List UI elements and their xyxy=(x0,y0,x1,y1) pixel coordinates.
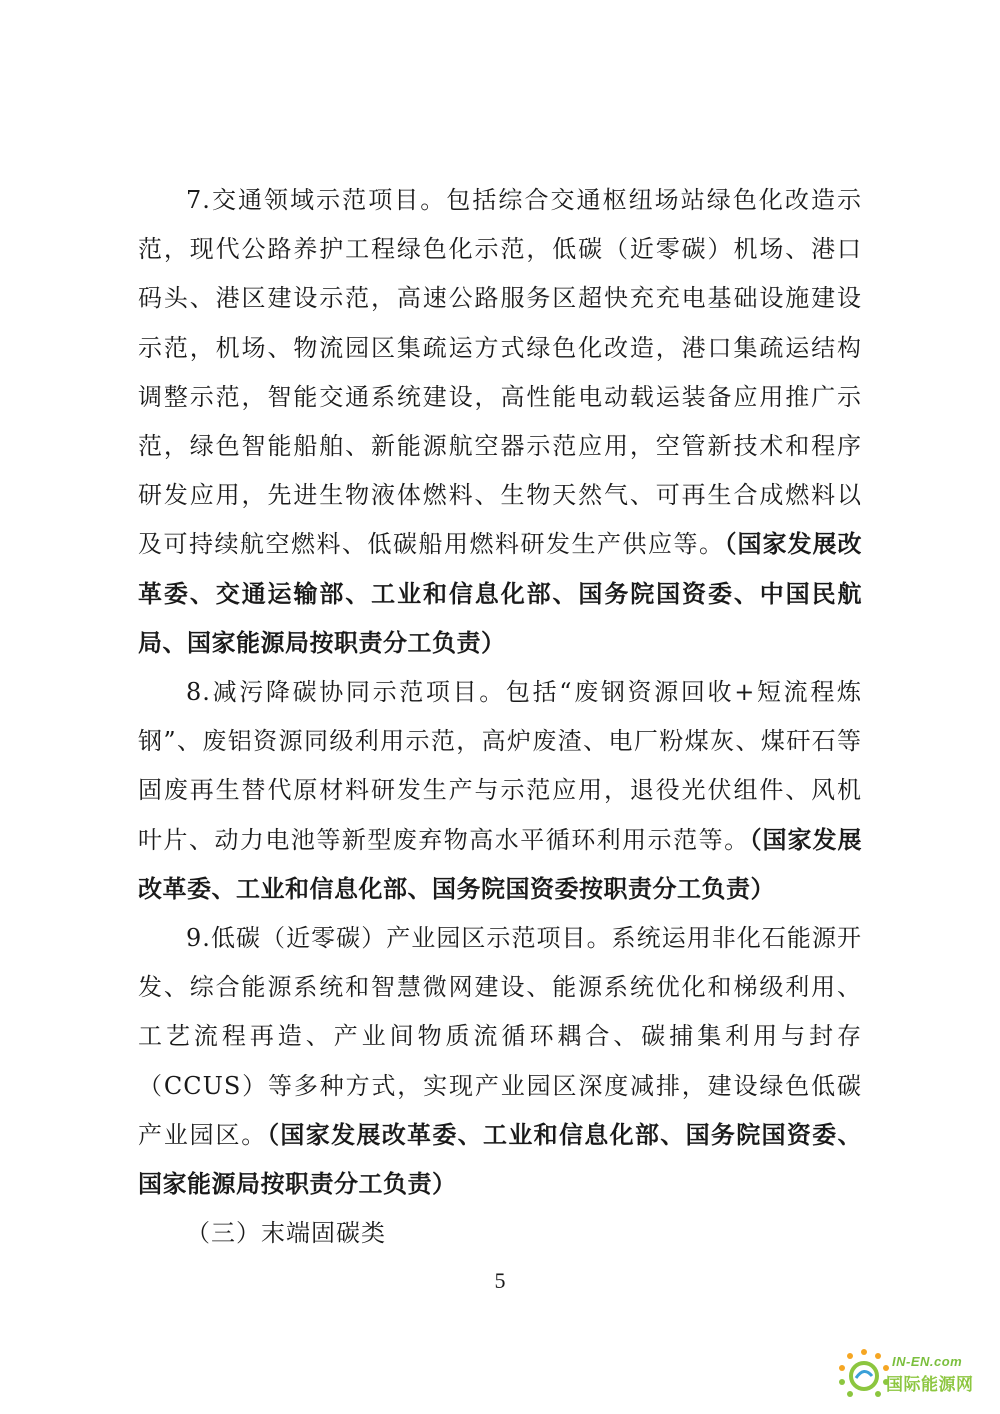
sun-logo-icon xyxy=(836,1346,892,1402)
watermark-en-text: IN-EN.com xyxy=(892,1354,963,1369)
responsibility-note: （国家发展改革委、工业和信息化部、国务院国资委按职责分工负责） xyxy=(138,825,863,903)
paragraph-pollution-carbon xyxy=(138,668,862,914)
responsibility-note: （国家发展改革委、工业和信息化部、国务院国资委、国家能源局按职责分工负责） xyxy=(138,1120,863,1199)
paragraph-industrial-park xyxy=(138,914,862,1209)
paragraph-transport xyxy=(138,176,862,668)
paragraph-text: 8.减污降碳协同示范项目。包括“废钢资源回收+短流程炼钢”、废铝资源同级利用示范，高炉废渣、电厂粉煤灰、煤矸石等固废再生替代原材料研发生产与示范应用，退役光伏组件、风机叶片、动力电池等新型废弃物高水平循环利用示范等。 xyxy=(138,678,862,854)
watermark-logo xyxy=(836,1346,986,1402)
responsibility-note: （国家发展改革委、交通运输部、工业和信息化部、国务院国资委、中国民航局、国家能源局按职责分工负责） xyxy=(138,530,862,657)
paragraph-text: 9.低碳（近零碳）产业园区示范项目。系统运用非化石能源开发、综合能源系统和智慧微网建设、能源系统优化和梯级利用、工艺流程再造、产业间物质流循环耦合、碳捕集利用与封存（CCUS）等多种方式，实现产业园区深度减排，建设绿色低碳产业园区。 xyxy=(138,924,862,1149)
watermark-cn-text: 国际能源网 xyxy=(886,1375,974,1395)
page-number: 5 xyxy=(494,1268,506,1293)
section-heading: （三）末端固碳类 xyxy=(186,1219,386,1248)
paragraph-text: 7.交通领域示范项目。包括综合交通枢纽场站绿色化改造示范，现代公路养护工程绿色化示范，低碳（近零碳）机场、港口码头、港区建设示范，高速公路服务区超快充充电基础设施建设示范，机场、物流园区集疏运方式绿色化改造，港口集疏运结构调整示范，智能交通系统建设，高性能电动载运装备应用推广示范，绿色智能船舶、新能源航空器示范应用，空管新技术和程序研发应用，先进生物液体燃料、生物天然气、可再生合成燃料以及可持续航空燃料、低碳船用燃料研发生产供应等。 xyxy=(138,186,862,559)
document-body xyxy=(138,176,862,1258)
